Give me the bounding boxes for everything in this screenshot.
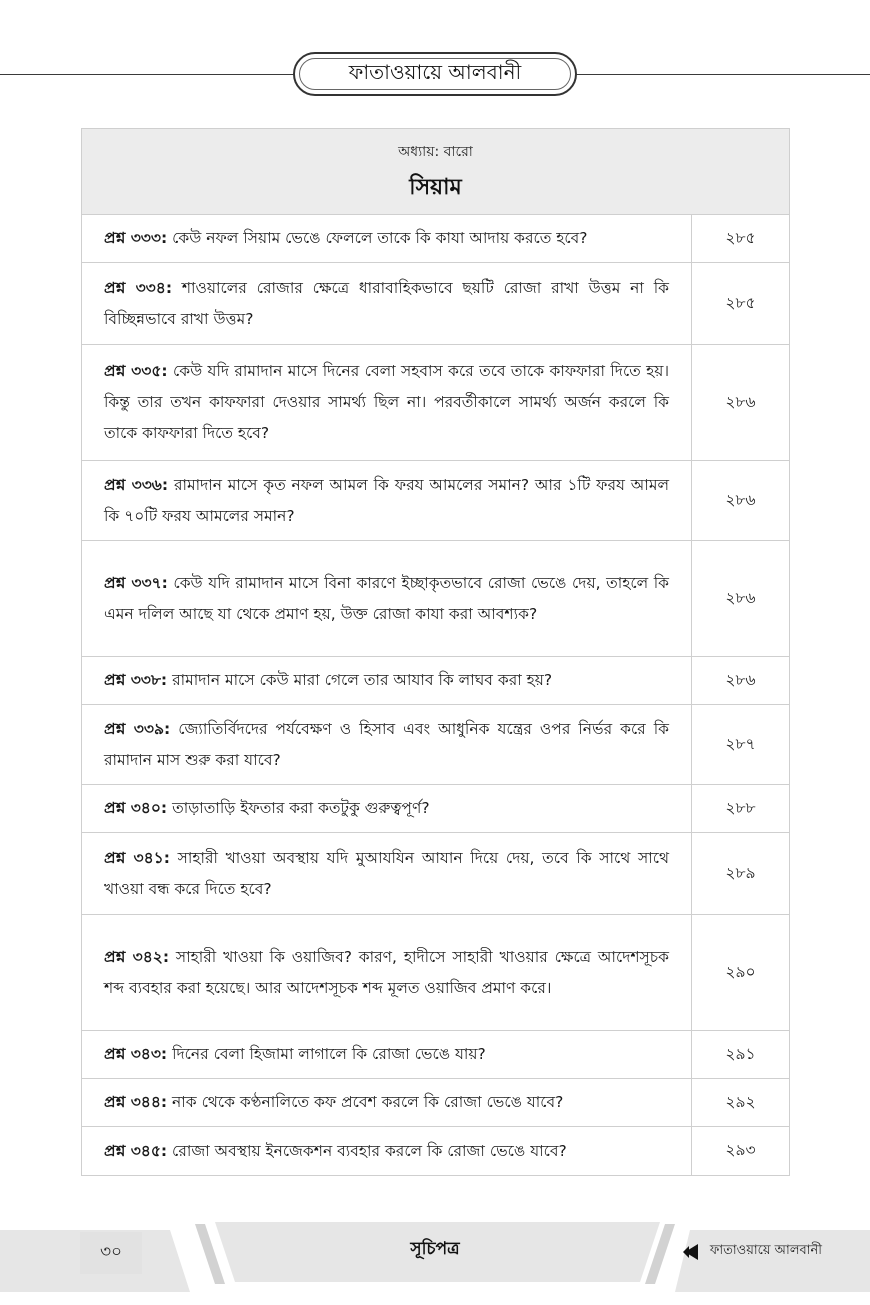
toc-row[interactable]: [82, 657, 789, 705]
question-text: সাহারী খাওয়া কি ওয়াজিব? কারণ, হাদীসে সাহারী খাওয়ার ক্ষেত্রে আদেশসূচক শব্দ ব্যবহার করা হয়েছে। আর আদেশসূচক শব্দ মূলত ওয়াজিব প্রমাণ করে।: [104, 947, 669, 997]
question-text: দিনের বেলা হিজামা লাগালে কি রোজা ভেঙে যায়?: [167, 1045, 486, 1063]
question-label: প্রশ্ন ৩৪০:: [104, 799, 168, 817]
footer-book-ref: [682, 1241, 822, 1262]
question-label: প্রশ্ন ৩৪৫:: [104, 1141, 168, 1160]
page-ref: ২৮৬: [725, 588, 756, 607]
toc-row[interactable]: [82, 915, 789, 1031]
chapter-subtitle: অধ্যায়: বারো: [398, 144, 473, 160]
question-text: কেউ নফল সিয়াম ভেঙে ফেললে তাকে কি কাযা আদায় করতে হবে?: [167, 229, 588, 247]
chapter-heading: [82, 129, 789, 215]
toc-row[interactable]: [82, 541, 789, 657]
toc-row[interactable]: [82, 1079, 789, 1127]
question-label: প্রশ্ন ৩৩৬:: [104, 475, 169, 494]
page-ref: ২৮৬: [725, 392, 756, 411]
question-label: প্রশ্ন ৩৪২:: [104, 947, 170, 966]
question-text: কেউ যদি রামাদান মাসে দিনের বেলা সহবাস করে তবে তাকে কাফফারা দিতে হয়। কিন্তু তার তখন কাফফারা দেওয়ার সামর্থ্য ছিল না। পরবর্তীকালে সামর্থ্য অর্জন করলে কি তাকে কাফফারা দিতে হবে?: [104, 362, 669, 442]
toc-row[interactable]: [82, 785, 789, 833]
page-ref: ২৯১: [725, 1044, 756, 1063]
question-label: প্রশ্ন ৩৩৫:: [104, 362, 168, 380]
question-text: সাহারী খাওয়া অবস্থায় যদি মুআযযিন আযান দিয়ে দেয়, তবে কি সাথে সাথে খাওয়া বন্ধ করে দিতে হবে?: [104, 848, 669, 898]
question-cell: [82, 215, 692, 262]
question-label: প্রশ্ন ৩৩৮:: [104, 671, 168, 689]
toc-row[interactable]: [82, 1031, 789, 1079]
question-cell: [82, 461, 692, 540]
toc-row[interactable]: [82, 345, 789, 461]
question-text: জ্যোতির্বিদদের পর্যবেক্ষণ ও হিসাব এবং আধুনিক যন্ত্রের ওপর নির্ভর করে কি রামাদান মাস শুরু করা যাবে?: [104, 719, 669, 769]
toc-row[interactable]: [82, 263, 789, 345]
question-cell: [82, 541, 692, 656]
question-text: রোজা অবস্থায় ইনজেকশন ব্যবহার করলে কি রোজা ভেঙে যাবে?: [167, 1141, 567, 1160]
question-text: কেউ যদি রামাদান মাসে বিনা কারণে ইচ্ছাকৃতভাবে রোজা ভেঙে দেয়, তাহলে কি এমন দলিল আছে যা থেকে প্রমাণ হয়, উক্ত রোজা কাযা করা আবশ্যক?: [104, 573, 670, 623]
page-ref: ২৮৬: [725, 670, 756, 689]
page-ref: ২৮৭: [725, 734, 756, 753]
header-book-title: ফাতাওয়ায়ে আলবানী: [348, 59, 522, 84]
question-cell: [82, 833, 692, 914]
question-cell: [82, 785, 692, 832]
question-cell: [82, 705, 692, 784]
page-ref: ২৮৫: [725, 293, 756, 312]
page-ref: ২৯০: [725, 962, 756, 981]
running-header: [293, 52, 577, 96]
arrow-left-icon: [682, 1243, 700, 1261]
toc-row[interactable]: [82, 705, 789, 785]
toc-row[interactable]: [82, 461, 789, 541]
question-cell: [82, 263, 692, 344]
page-ref: ২৮৮: [725, 798, 756, 817]
question-cell: [82, 1079, 692, 1126]
chapter-title: সিয়াম: [409, 175, 462, 200]
question-cell: [82, 1031, 692, 1078]
footer-section-label: সূচিপত্র: [410, 1239, 460, 1259]
toc-row[interactable]: [82, 1127, 789, 1175]
question-cell: [82, 345, 692, 460]
question-label: প্রশ্ন ৩৩৩:: [104, 229, 168, 247]
question-text: রামাদান মাসে কৃত নফল আমল কি ফরয আমলের সমান? আর ১টি ফরয আমল কি ৭০টি ফরয আমলের সমান?: [104, 475, 670, 525]
question-text: নাক থেকে কণ্ঠনালিতে কফ প্রবেশ করলে কি রোজা ভেঙে যাবে?: [167, 1093, 564, 1111]
question-label: প্রশ্ন ৩৩৪:: [104, 278, 173, 297]
page-ref: ২৮৫: [725, 228, 756, 247]
question-text: তাড়াতাড়ি ইফতার করা কতটুকু গুরুত্বপূর্ণ?: [167, 799, 430, 817]
question-cell: [82, 657, 692, 704]
question-label: প্রশ্ন ৩৩৭:: [104, 573, 168, 592]
question-cell: [82, 915, 692, 1030]
question-label: প্রশ্ন ৩৪৪:: [104, 1093, 168, 1111]
page-ref: ২৯৩: [725, 1141, 756, 1159]
page-number: ৩০: [80, 1232, 142, 1274]
question-label: প্রশ্ন ৩৪১:: [104, 848, 170, 867]
toc-row[interactable]: [82, 215, 789, 263]
page-ref: ২৯২: [725, 1092, 756, 1111]
page-ref: ২৮৬: [725, 490, 756, 509]
question-text: রামাদান মাসে কেউ মারা গেলে তার আযাব কি লাঘব করা হয়?: [167, 671, 553, 689]
question-text: শাওয়ালের রোজার ক্ষেত্রে ধারাবাহিকভাবে ছয়টি রোজা রাখা উত্তম না কি বিচ্ছিন্নভাবে রাখা উত্তম?: [104, 278, 670, 328]
toc-row[interactable]: [82, 833, 789, 915]
footer-book-title: ফাতাওয়ায়ে আলবানী: [709, 1243, 822, 1258]
question-cell: [82, 1127, 692, 1175]
question-label: প্রশ্ন ৩৪৩:: [104, 1045, 168, 1063]
toc-table: [81, 128, 790, 1176]
page-ref: ২৮৯: [725, 863, 756, 882]
question-label: প্রশ্ন ৩৩৯:: [104, 719, 171, 738]
